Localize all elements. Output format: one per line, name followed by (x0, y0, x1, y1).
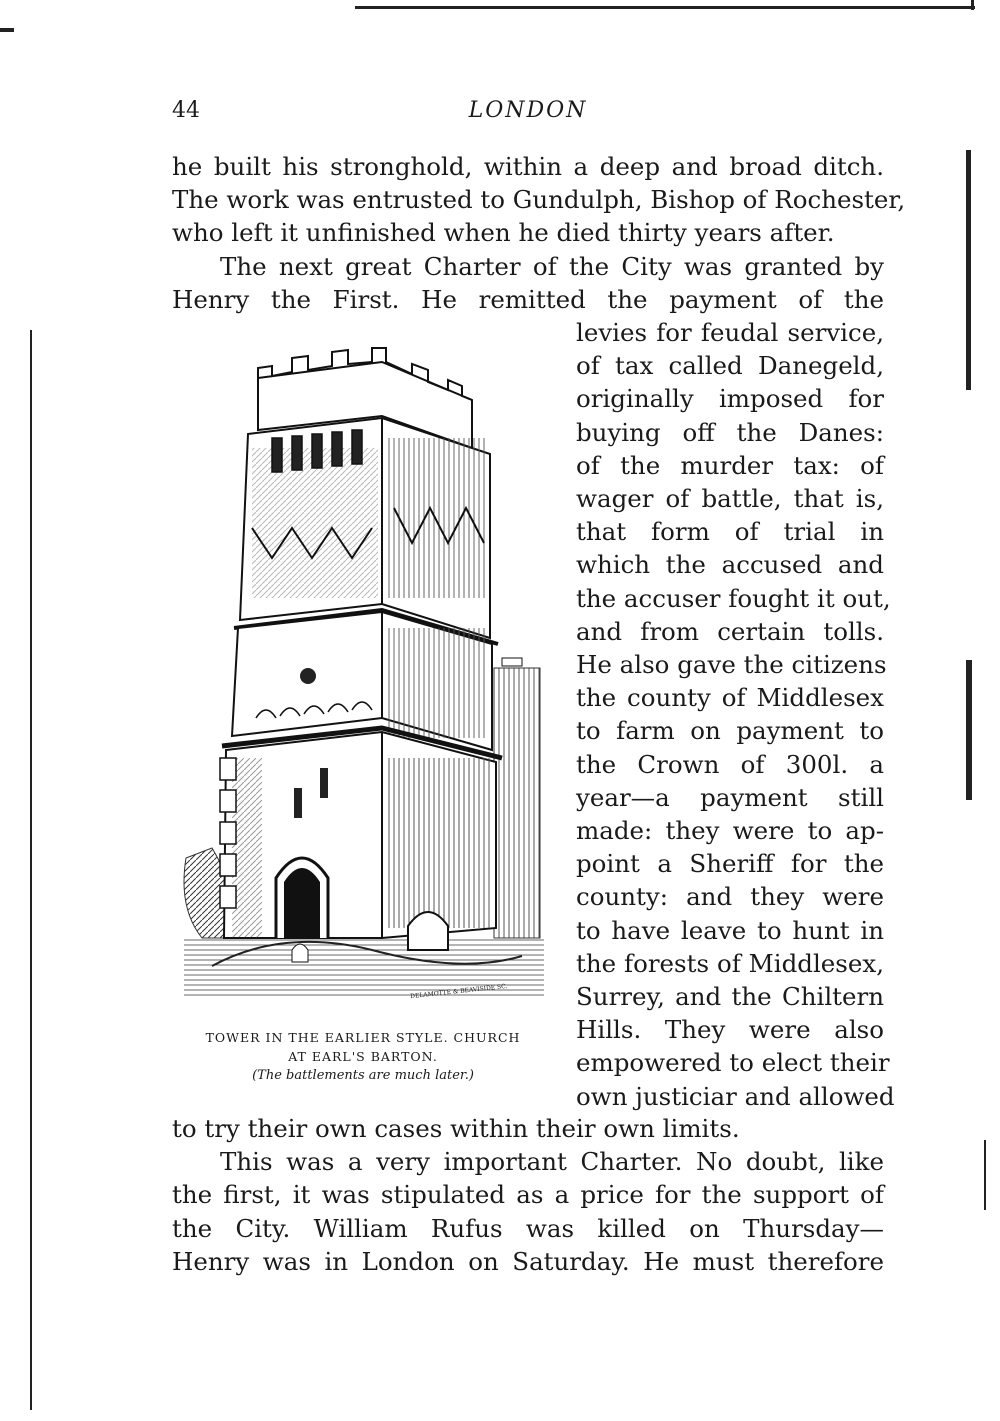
caption-note: (The battlements are much later.) (252, 1068, 474, 1083)
text-line: Surrey, and the Chiltern (576, 982, 884, 1012)
scan-edge-left (30, 330, 32, 1410)
scan-edge-top (355, 6, 975, 9)
text-line: This was a very important Charter. No doubt, like (220, 1147, 884, 1177)
text-line: the Crown of 300l. a (576, 749, 884, 779)
text-line: Henry was in London on Saturday. He must therefore (172, 1246, 884, 1276)
figure-caption (172, 1028, 554, 1085)
text-line: to try their own cases within their own limits. (172, 1114, 740, 1143)
caption-line-2: AT EARL'S BARTON. (288, 1049, 438, 1064)
body-text-column (576, 316, 895, 1113)
text-line: The work was entrusted to Gundulph, Bishop of Rochester, (172, 185, 906, 215)
text-line: the first, it was stipulated as a price for the support of (172, 1180, 884, 1210)
text-line: the City. William Rufus was killed on Thursday— (172, 1213, 884, 1243)
text-line: of tax called Danegeld, (576, 351, 884, 381)
scan-mark-right-1 (966, 150, 971, 390)
text-line: He also gave the citizens (576, 650, 887, 680)
body-text-top (172, 150, 906, 316)
engraver-signature: DELAMOTTE & BEAVISIDE SC. (409, 982, 508, 1001)
text-line: levies for feudal service, (576, 318, 884, 347)
body-text-bottom (172, 1112, 884, 1278)
text-line: that form of trial in (576, 517, 884, 547)
text-line: and from certain tolls. (576, 616, 884, 646)
scan-mark-right-2 (966, 660, 972, 800)
text-line: originally imposed for (576, 384, 884, 414)
text-line: which the accused and (576, 550, 884, 580)
text-line: own justiciar and allowed (576, 1081, 895, 1111)
text-line: who left it unfinished when he died thirty years after. (172, 218, 835, 248)
text-line: the forests of Middlesex, (576, 948, 884, 978)
text-line: year—a payment still (576, 782, 884, 812)
running-title: LONDON (468, 98, 588, 123)
text-line: point a Sheriff for the (576, 849, 884, 879)
page-number: 44 (172, 98, 200, 123)
tower-illustration (172, 338, 554, 1010)
text-line: he built his stronghold, within a deep and broad ditch. (172, 152, 884, 181)
scan-mark-right-3 (984, 1140, 986, 1210)
text-line: Hills. They were also (576, 1015, 884, 1045)
caption-line-1: TOWER IN THE EARLIER STYLE. CHURCH (205, 1030, 521, 1045)
page-header (172, 98, 884, 134)
scan-edge-right (971, 0, 974, 10)
scan-mark-left (0, 28, 14, 32)
text-line: to farm on payment to (576, 716, 884, 746)
text-line: to have leave to hunt in (576, 915, 884, 945)
text-line: wager of battle, that is, (576, 484, 884, 514)
text-line: The next great Charter of the City was granted by (220, 251, 884, 281)
text-line: made: they were to ap- (576, 816, 884, 846)
text-line: of the murder tax: of (576, 450, 884, 480)
text-line: Henry the First. He remitted the payment of the (172, 284, 884, 314)
text-line: empowered to elect their (576, 1048, 890, 1078)
text-line: the county of Middlesex (576, 683, 884, 713)
text-line: buying off the Danes: (576, 417, 884, 447)
text-line: county: and they were (576, 882, 884, 912)
tower-engraving (172, 338, 554, 1014)
text-line: the accuser fought it out, (576, 583, 891, 613)
